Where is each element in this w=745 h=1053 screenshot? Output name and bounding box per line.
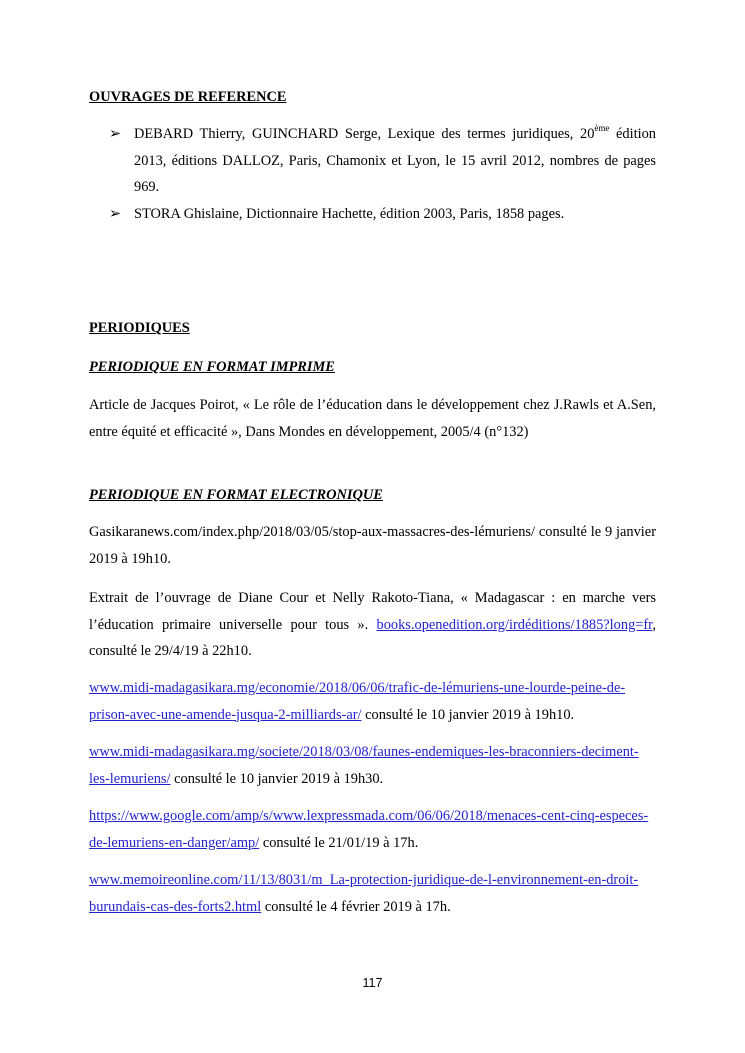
reference-text: DEBARD Thierry, GUINCHARD Serge, Lexique des termes juridiques, 20	[134, 126, 595, 142]
entry-midi-societe	[89, 739, 656, 792]
list-item	[89, 121, 656, 201]
arrow-bullet-icon: ➢	[109, 205, 122, 222]
arrow-bullet-icon: ➢	[109, 126, 122, 142]
entry-openedition	[89, 585, 656, 665]
entry-lexpressmada	[89, 803, 656, 856]
imprime-article: Article de Jacques Poirot, « Le rôle de l’éducation dans le développement chez J.Rawls et A.Sen, entre équité et efficacité », Dans Mondes en développement, 2005/4 (n°132)	[89, 397, 656, 440]
entry-consult-date: consulté le 10 janvier 2019 à 19h10.	[361, 706, 575, 723]
entry-midi-economie	[89, 675, 656, 728]
entry-gasikaranews: Gasikaranews.com/index.php/2018/03/05/stop-aux-massacres-des-lémuriens/ consulté le 9 janvier 2019 à 19h10.	[89, 524, 656, 567]
entry-memoireonline	[89, 867, 656, 920]
reference-text: STORA Ghislaine, Dictionnaire Hachette, édition 2003, Paris, 1858 pages.	[134, 205, 565, 222]
page-number: 117	[362, 976, 383, 990]
list-item	[89, 201, 656, 228]
openedition-link[interactable]: books.openedition.org/irdéditions/1885?long=fr	[376, 616, 653, 633]
imprime-heading: PERIODIQUE EN FORMAT IMPRIME	[89, 359, 335, 375]
ouvrages-list	[89, 121, 656, 227]
midi-economie-link[interactable]: www.midi-madagasikara.mg/economie/2018/06/06/trafic-de-lémuriens-une-lourde-peine-de-prison-avec-une-amende-jusqua-2-milliards-ar/	[89, 680, 626, 723]
midi-societe-link[interactable]: www.midi-madagasikara.mg/societe/2018/03/08/faunes-endemiques-les-braconniers-deciment-les-lemuriens/	[89, 744, 639, 787]
entry-consult-date: consulté le 4 février 2019 à 17h.	[261, 898, 451, 915]
ouvrages-heading: OUVRAGES DE REFERENCE	[89, 89, 287, 105]
reference-text-cont: édition 2013, éditions DALLOZ, Paris, Chamonix et Lyon, le 15 avril 2012, nombres de pages 969.	[134, 126, 656, 195]
entry-consult-date: consulté le 10 janvier 2019 à 19h30.	[170, 770, 384, 787]
entry-consult-date: consulté le 21/01/19 à 17h.	[259, 834, 419, 851]
electronique-heading: PERIODIQUE EN FORMAT ELECTRONIQUE	[89, 487, 383, 503]
superscript: ème	[594, 123, 610, 133]
entry-text: Extrait de l’ouvrage de Diane Cour et Nelly Rakoto-Tiana, « Madagascar : en marche vers l’éducation primaire universelle pour tous ».	[89, 590, 656, 633]
memoireonline-link[interactable]: www.memoireonline.com/11/13/8031/m_La-protection-juridique-de-l-environnement-en-droit-burundais-cas-des-forts2.html	[89, 872, 639, 915]
periodiques-heading: PERIODIQUES	[89, 320, 190, 336]
lexpressmada-link[interactable]: https://www.google.com/amp/s/www.lexpressmada.com/06/06/2018/menaces-cent-cinq-especes-de-lemuriens-en-danger/amp/	[89, 808, 649, 851]
entry-consult-date: , consulté le 29/4/19 à 22h10.	[89, 616, 656, 659]
